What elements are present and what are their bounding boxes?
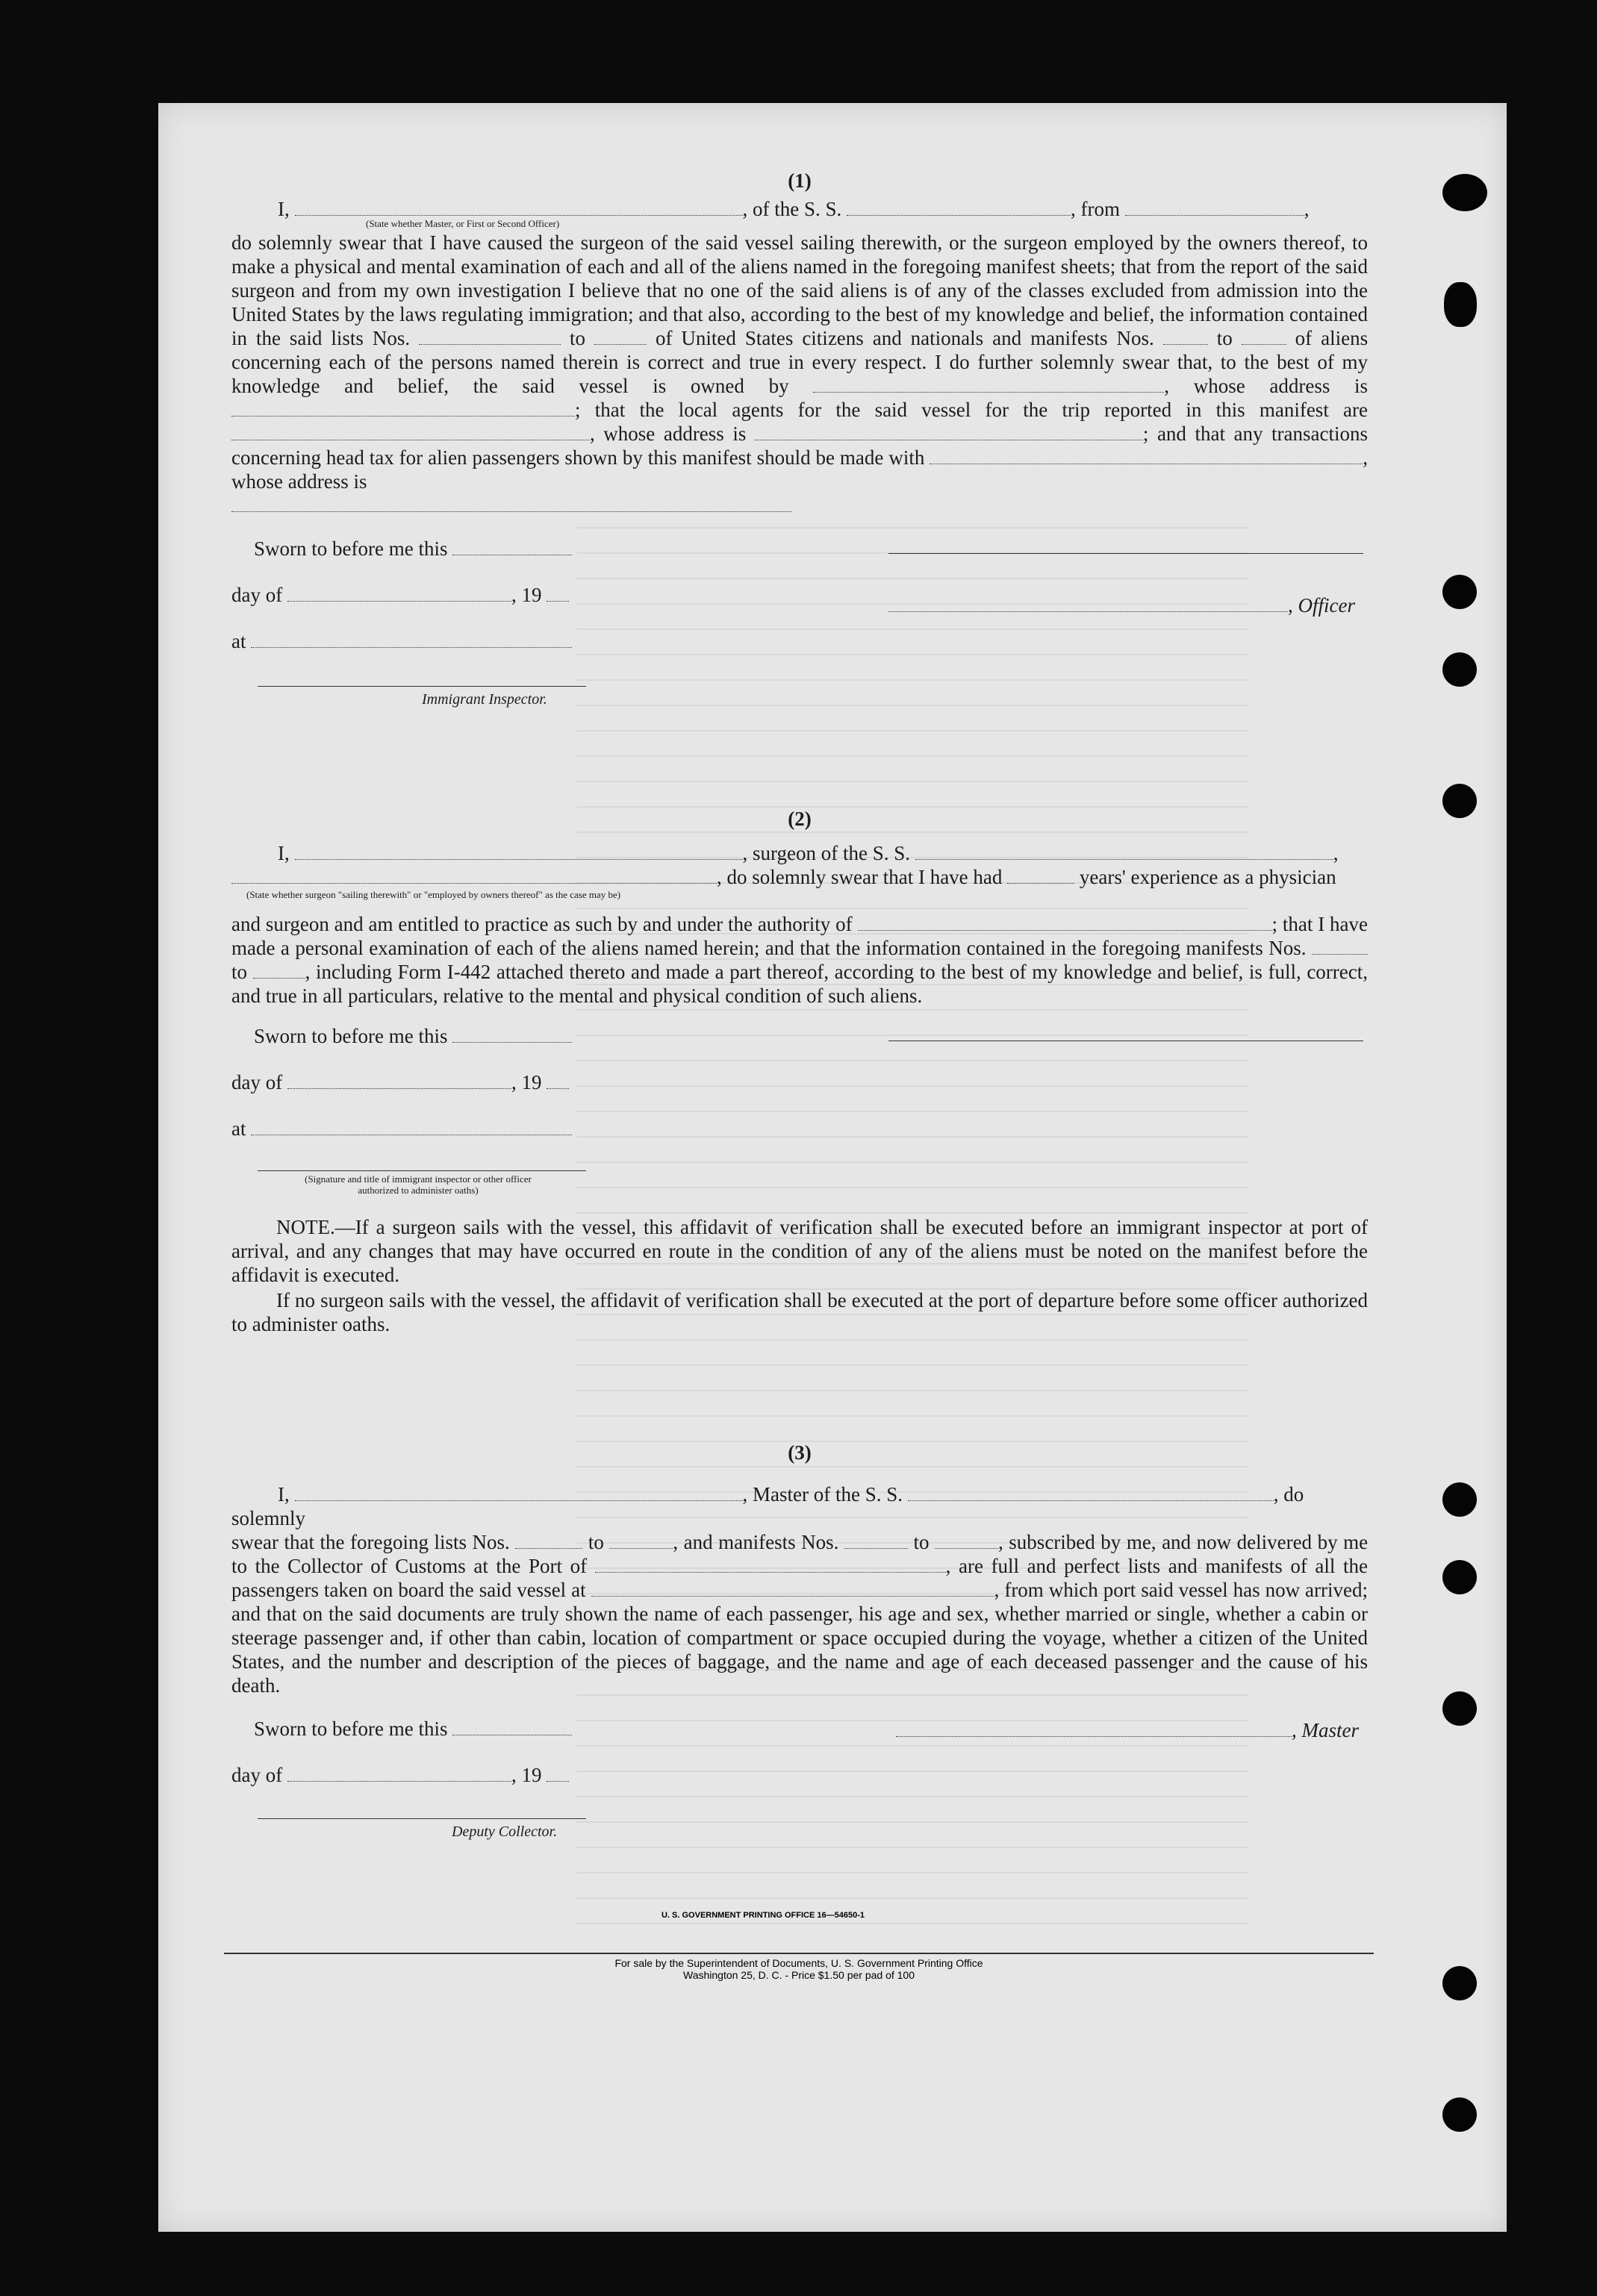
local-agents-blank[interactable] (231, 423, 590, 440)
deputy-collector-signature-line[interactable] (258, 1818, 586, 1819)
section-2-second-line (231, 865, 1368, 889)
punch-hole (1442, 174, 1487, 211)
label-year: , 19 (511, 584, 542, 606)
sworn-date-blank[interactable] (452, 538, 572, 555)
section-1-body-text: do solemnly swear that I have caused the surgeon of the said vessel sailing therewith, or the surgeon employed by the owners thereof, to make a physical and mental examination of each and all of the aliens named in the foregoing manifest sheets; that from the report of the said surgeon and from my own investigation I believe that no one of the said aliens is of any of the classes excluded from admission into the United States by the laws regulating immigration; and that also, according to the best of my knowledge and belief, the information contained in the said lists Nos. (231, 231, 1368, 349)
at-place-blank[interactable] (251, 631, 572, 648)
owner-blank[interactable] (813, 375, 1164, 393)
label-i: I, (278, 198, 290, 220)
punch-hole (1442, 2097, 1477, 2132)
label-delivered: delivered by me to the Collector of Customs at the Port of (231, 1531, 1369, 1577)
owner-address-blank[interactable] (231, 399, 575, 417)
master-signature-blank[interactable] (896, 1720, 1292, 1737)
label-swear-lists: swear that the foregoing lists Nos. (231, 1531, 510, 1553)
surgeon-status-blank[interactable] (231, 867, 717, 884)
label-day-of: day of (231, 584, 283, 606)
label-local-agents: that the local agents for the said vessel for the trip reported in this manifest are (594, 399, 1369, 421)
manifests-to-blank[interactable] (935, 1532, 998, 1549)
vessel-name-blank[interactable] (847, 199, 1071, 216)
authority-blank[interactable] (858, 914, 1272, 931)
label-day-of: day of (231, 1071, 283, 1094)
head-tax-agent-blank[interactable] (930, 447, 1363, 464)
punch-hole (1442, 784, 1477, 818)
section-3-sworn-block (231, 1717, 1368, 1851)
section-2-body-text-2: , including Form I-442 attached thereto and made a part thereof, according to the best of my knowledge and belief, is full, correct, and true in all particulars, relative to the mental and physical condition of such aliens. (231, 961, 1369, 1007)
label-subscribed: , subscribed by me, and now (998, 1531, 1232, 1553)
punch-hole (1442, 1482, 1477, 1517)
label-passengers: passengers shown by this manifest should be made with (472, 446, 925, 469)
officer-blank[interactable] (888, 595, 1288, 612)
label-surgeon-of: , surgeon of the S. S. (742, 842, 911, 864)
section-2-body (231, 912, 1368, 1008)
label-from: , from (1071, 198, 1120, 220)
manifests-from-blank[interactable] (844, 1532, 908, 1549)
gpo-imprint: U. S. GOVERNMENT PRINTING OFFICE 16—54650-1 (661, 1911, 865, 1920)
sworn-date-blank[interactable] (452, 1718, 572, 1735)
years-blank[interactable] (1007, 867, 1074, 884)
sale-notice-line-2: Washington 25, D. C. - Price $1.50 per pad of 100 (683, 1969, 915, 1981)
punctuation: ; (575, 399, 581, 421)
label-years-experience: years' experience as a physician (1079, 866, 1336, 888)
signature-title-note: (Signature and title of immigrant inspector or other officer authorized to administer oaths) (305, 1173, 532, 1196)
punctuation: , (590, 422, 595, 445)
label-citizens: of United States citizens and nationals and manifests Nos. (655, 327, 1154, 349)
manifests-from-blank[interactable] (1312, 938, 1368, 955)
section-1-sworn-block (231, 537, 1368, 708)
label-full-perfect: , are full and perfect lists and (945, 1555, 1198, 1577)
label-from-which: , from which (994, 1579, 1098, 1601)
label-head-tax: ; and that any transactions concerning head tax for alien (231, 422, 1368, 469)
manifests-to-blank[interactable] (1242, 328, 1286, 345)
label-immigrant-inspector: Immigrant Inspector. (422, 691, 547, 708)
label-i: I, (278, 1483, 290, 1506)
label-master: , Master (1292, 1719, 1359, 1741)
manifests-to-blank[interactable] (253, 961, 305, 979)
label-do-solemnly: , do solemnly (231, 1483, 1304, 1529)
section-2-sworn-block (231, 1024, 1368, 1211)
punctuation: ; (1271, 913, 1278, 935)
officer-signature-line[interactable] (888, 553, 1363, 554)
section-2-number: (2) (788, 808, 812, 830)
day-of-blank[interactable] (287, 584, 511, 602)
section-2-first-line (231, 841, 1368, 865)
punch-hole (1442, 575, 1477, 609)
section-2-body-text-1: that I have made a personal examination of each of the aliens named herein; and that the information contained in the foregoing manifests Nos. (231, 913, 1369, 959)
agents-address-blank[interactable] (755, 423, 1143, 440)
label-to: to (913, 1531, 930, 1553)
surgeon-name-blank[interactable] (295, 843, 743, 860)
year-blank[interactable] (547, 584, 569, 602)
label-sworn: Sworn to before me this (254, 1025, 448, 1047)
label-year: , 19 (511, 1071, 542, 1094)
punch-hole (1442, 1560, 1477, 1594)
label-manifests-of: manifests of all the passengers taken on board the said vessel at (231, 1555, 1368, 1601)
punch-hole (1442, 652, 1477, 687)
manifests-from-blank[interactable] (1163, 328, 1208, 345)
label-authority: and surgeon and am entitled to practice as such by and under the authority of (231, 913, 853, 935)
master-vessel-blank[interactable] (908, 1484, 1274, 1501)
note-paragraph-2: If no surgeon sails with the vessel, the affidavit of verification shall be executed at the port of departure before some officer authorized to administer oaths. (231, 1289, 1368, 1335)
lists-from-blank[interactable] (419, 328, 561, 345)
section-1-body (231, 231, 1368, 493)
punch-hole (1442, 1966, 1477, 2000)
sworn-date-blank[interactable] (452, 1026, 572, 1043)
section-3-number: (3) (788, 1441, 812, 1464)
label-sworn: Sworn to before me this (254, 537, 448, 560)
note-paragraph-1: NOTE.—If a surgeon sails with the vessel, this affidavit of verification shall be executed before an immigrant inspector at port of arrival, and any changes that may have occurred en route in the condition of any of the aliens must be noted on the manifest before the affidavit is executed. (231, 1216, 1368, 1286)
head-tax-address-blank[interactable] (231, 495, 791, 512)
section-1-number: (1) (788, 169, 812, 192)
form-content (231, 169, 1368, 1851)
inspector-signature-line[interactable] (258, 686, 586, 687)
section-3-body-text: port said vessel has now arrived; and that on the said documents are truly shown the name of each passenger, his age and sex, whether married or single, whether a cabin or steerage passenger and, if other than cabin, location of compartment or space occupied during the voyage, whether a citizen of the United States, and the number and description of the pieces of baggage, and the name and age of each deceased passenger and the cause of his death. (231, 1579, 1368, 1697)
master-name-blank[interactable] (295, 199, 743, 216)
lists-to-blank[interactable] (609, 1532, 673, 1549)
label-officer: , Officer (1288, 594, 1355, 617)
embark-port-blank[interactable] (591, 1579, 994, 1597)
port-from-blank[interactable] (1125, 199, 1304, 216)
label-do-solemnly: , do solemnly swear that I have had (717, 866, 1003, 888)
label-at: at (231, 1117, 246, 1140)
label-whose-address: , whose address is (1164, 375, 1369, 397)
surgeon-vessel-blank[interactable] (915, 843, 1333, 860)
label-aliens: of aliens concerning each of the persons named therein is correct and true in every respect. I do further solemnly swear that, to the best of my knowledge and belief, (231, 327, 1369, 397)
label-to: to (570, 327, 586, 349)
label-to: to (588, 1531, 604, 1553)
punctuation: , (1304, 198, 1310, 220)
label-sworn: Sworn to before me this (254, 1718, 448, 1740)
punctuation: , (1333, 842, 1339, 864)
punch-hole (1442, 1691, 1477, 1726)
label-year: , 19 (511, 1764, 542, 1786)
label-of-ss: , of the S. S. (742, 198, 842, 220)
label-owned-by: the said vessel is owned by (473, 375, 789, 397)
punch-hole (1444, 282, 1477, 327)
port-of-blank[interactable] (595, 1556, 946, 1573)
sale-notice-line-1: For sale by the Superintendent of Documents, U. S. Government Printing Office (614, 1957, 983, 1969)
label-and-manifests: , and manifests Nos. (673, 1531, 839, 1553)
label-to: to (231, 961, 248, 983)
master-name-blank[interactable] (295, 1484, 743, 1501)
lists-from-blank[interactable] (515, 1532, 582, 1549)
label-i: I, (278, 842, 290, 864)
label-at: at (231, 630, 246, 652)
inspector-signature-line[interactable] (258, 1170, 586, 1171)
footer-rule (224, 1953, 1374, 1954)
day-of-blank[interactable] (287, 1765, 511, 1782)
section-3-body (231, 1530, 1368, 1697)
label-day-of: day of (231, 1764, 283, 1786)
label-whose-address-end: , whose address is (231, 446, 1369, 493)
day-of-blank[interactable] (287, 1072, 511, 1089)
lists-to-blank[interactable] (594, 328, 647, 345)
label-master-of: , Master of the S. S. (742, 1483, 903, 1506)
year-blank[interactable] (547, 1072, 569, 1089)
note-master: (State whether Master, or First or Second Officer) (366, 218, 560, 229)
section-3-first-line (231, 1482, 1368, 1530)
document-page (158, 103, 1507, 2232)
label-to: to (1216, 327, 1233, 349)
at-place-blank[interactable] (251, 1118, 572, 1135)
label-whose-address-is: whose address is (603, 422, 747, 445)
label-deputy-collector: Deputy Collector. (452, 1824, 558, 1840)
year-blank[interactable] (547, 1765, 569, 1782)
note-surgeon: (State whether surgeon "sailing therewith" or "employed by owners thereof" as the case may be) (246, 889, 621, 900)
